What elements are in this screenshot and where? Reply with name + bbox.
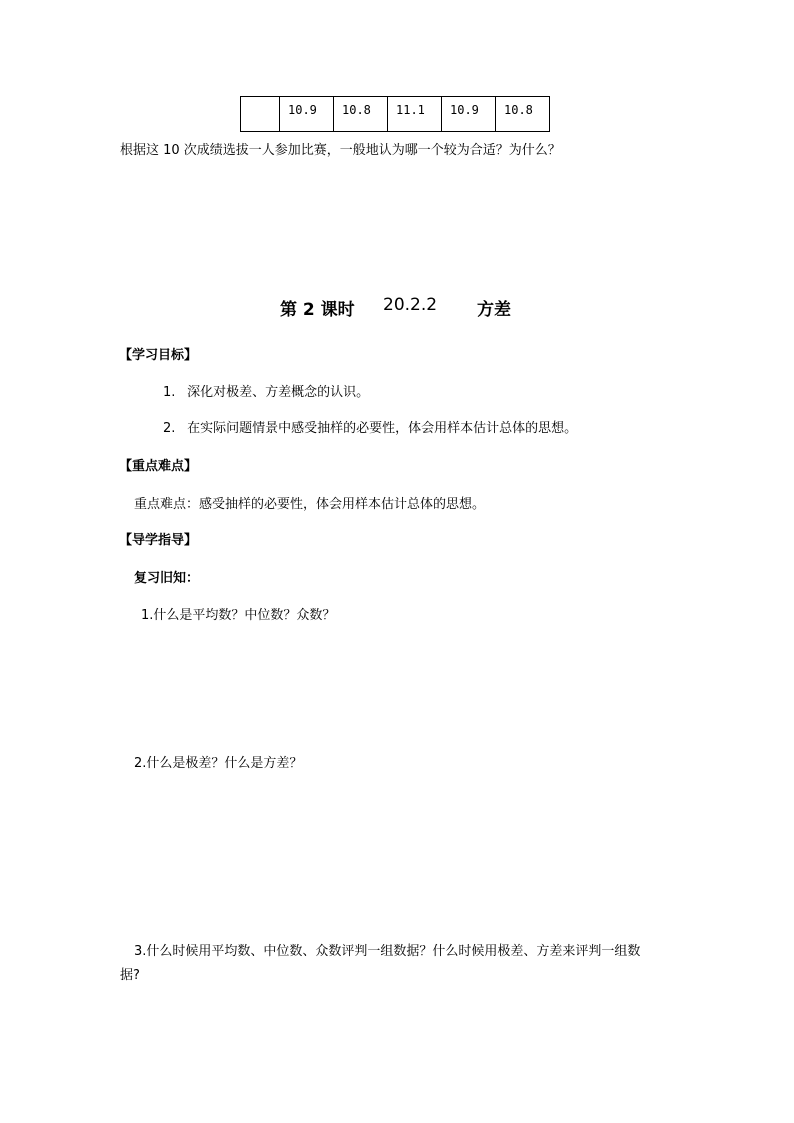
table-cell-value: 10.8: [496, 97, 550, 132]
table-cell-value: 10.8: [334, 97, 388, 132]
table-cell-blank: [241, 97, 280, 132]
objective-text: 在实际问题情景中感受抽样的必要性，体会用样本估计总体的思想。: [187, 421, 578, 436]
question-top: 根据这 10 次成绩选拔一人参加比赛，一般地认为哪一个较为合适？为什么？: [120, 143, 561, 158]
objective-text: 深化对极差、方差概念的认识。: [187, 385, 370, 400]
lesson-title-part2: 20.2.2: [383, 295, 438, 315]
review-question-3-continued: 据?: [120, 968, 140, 983]
objective-item: [163, 381, 369, 400]
review-question-1: 1.什么是平均数？中位数？众数？: [141, 608, 336, 623]
guide-heading: 【导学指导】: [119, 533, 198, 548]
objectives-heading: 【学习目标】: [119, 348, 198, 363]
lesson-title-part1: 第 2 课时: [280, 300, 355, 320]
table-row: [241, 97, 550, 132]
objective-item: [163, 417, 577, 436]
key-points-heading: 【重点难点】: [119, 459, 198, 474]
lesson-title-part3: 方差: [477, 300, 511, 320]
key-points-text: 重点难点：感受抽样的必要性，体会用样本估计总体的思想。: [134, 497, 486, 512]
table-cell-value: 11.1: [388, 97, 442, 132]
table-cell-value: 10.9: [280, 97, 334, 132]
objective-num: 1.: [163, 385, 176, 400]
review-question-3: 3.什么时候用平均数、中位数、众数评判一组数据？什么时候用极差、方差来评判一组数: [134, 944, 641, 959]
objective-num: 2.: [163, 421, 176, 436]
review-label: 复习旧知：: [134, 571, 200, 586]
table-cell-value: 10.9: [442, 97, 496, 132]
score-table: [240, 96, 550, 132]
review-question-2: 2.什么是极差？什么是方差？: [134, 756, 303, 771]
